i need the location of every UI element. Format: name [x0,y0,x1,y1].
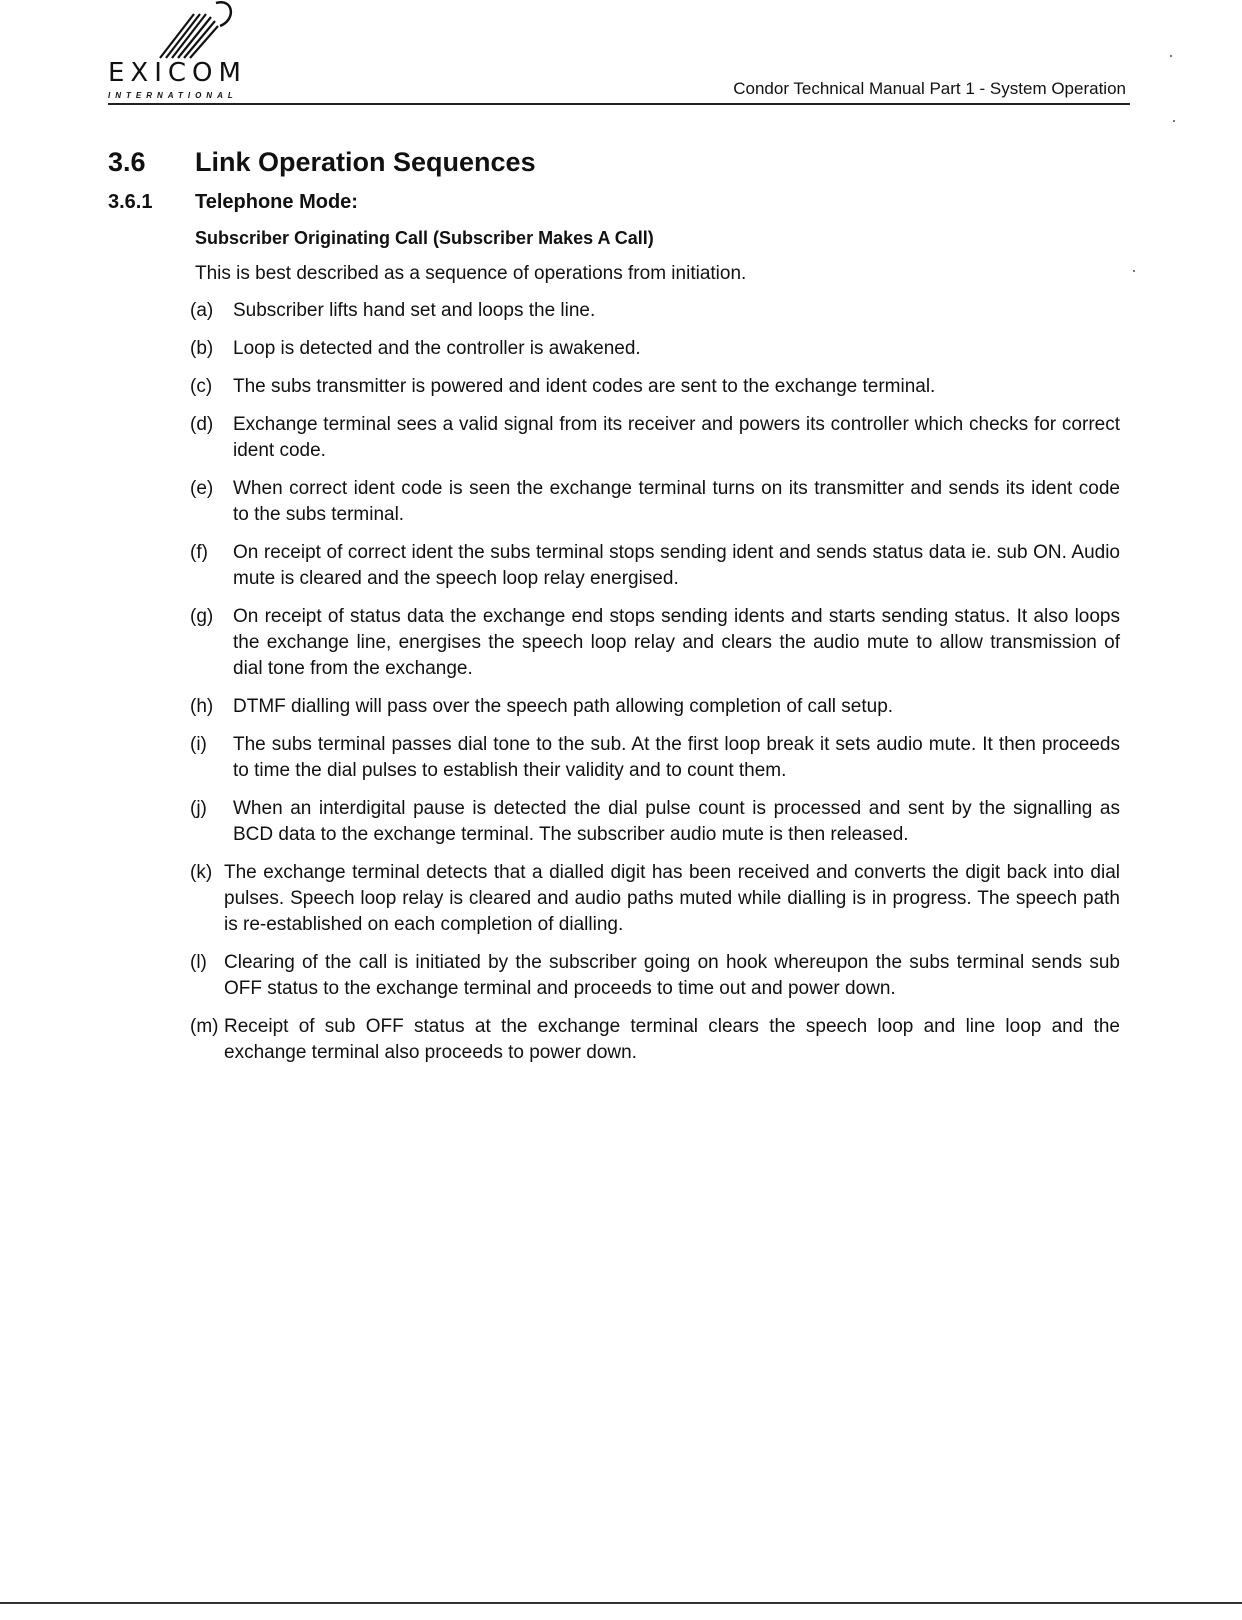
section-number: 3.6 [108,147,146,177]
section-title: Link Operation Sequences [195,147,536,177]
subsection-number: 3.6.1 [108,191,153,213]
subsection-title: Telephone Mode: [195,191,358,213]
exicom-swoosh-icon [154,0,244,62]
footer-divider [0,1602,1242,1604]
step-label: (h) [190,696,214,717]
step-text: On receipt of correct ident the subs terminal stops sending ident and sends status data ie. sub ON. Audio mute is cleared and the speech loop relay energised. [233,542,1120,589]
step-text: When correct ident code is seen the exchange terminal turns on its transmitter and sends its ident code to the subs terminal. [233,478,1120,525]
list-item [190,860,1120,938]
step-text: Subscriber lifts hand set and loops the line. [233,300,596,321]
step-label: (j) [190,798,207,819]
step-text: Receipt of sub OFF status at the exchange terminal clears the speech loop and line loop and the exchange terminal also proceeds to power down. [224,1016,1120,1063]
step-text: DTMF dialling will pass over the speech path allowing completion of call setup. [233,696,894,717]
step-text: Clearing of the call is initiated by the subscriber going on hook whereupon the subs terminal sends sub OFF status to the exchange terminal and proceeds to time out and power down. [224,952,1120,999]
list-item [190,540,1120,592]
list-item [190,796,1120,848]
intro-paragraph: This is best described as a sequence of operations from initiation. [195,263,747,284]
scan-speck [1133,270,1135,272]
step-text: The exchange terminal detects that a dialled digit has been received and converts the digit back into dial pulses. Speech loop relay is cleared and audio paths muted while dialling is in progress. The speech path is re-established on each completion of dialling. [224,862,1120,935]
scan-speck [1170,55,1172,57]
topic-heading: Subscriber Originating Call (Subscriber Makes A Call) [195,228,654,248]
list-item [190,374,1120,400]
operation-steps-list [190,298,1120,1078]
step-text: The subs terminal passes dial tone to the sub. At the first loop break it sets audio mute. It then proceeds to time the dial pulses to establish their validity and to count them. [233,734,1120,781]
step-label: (d) [190,414,214,435]
list-item [190,694,1120,720]
list-item [190,950,1120,1002]
list-item [190,604,1120,682]
list-item [190,1014,1120,1066]
list-item [190,412,1120,464]
step-label: (b) [190,338,214,359]
list-item [190,732,1120,784]
step-label: (f) [190,542,208,563]
document-title: Condor Technical Manual Part 1 - System Operation [733,79,1126,98]
list-item [190,336,1120,362]
step-label: (c) [190,376,213,397]
scan-speck [1173,120,1175,122]
step-text: The subs transmitter is powered and ident codes are sent to the exchange terminal. [233,376,936,397]
step-label: (k) [190,862,213,883]
logo-subtitle: INTERNATIONAL [108,91,238,100]
header-divider [108,103,1130,105]
list-item [190,476,1120,528]
step-label: (l) [190,952,207,973]
exicom-logo [108,0,288,105]
step-label: (e) [190,478,214,499]
logo-name: EXICOM [108,58,247,88]
step-label: (g) [190,606,214,627]
step-text: When an interdigital pause is detected the dial pulse count is processed and sent by the signalling as BCD data to the exchange terminal. The subscriber audio mute is then released. [233,798,1120,845]
step-text: Exchange terminal sees a valid signal from its receiver and powers its controller which checks for correct ident code. [233,414,1120,461]
step-text: On receipt of status data the exchange end stops sending idents and starts sending status. It also loops the exchange line, energises the speech loop relay and clears the audio mute to allow transmission of dial tone from the exchange. [233,606,1120,679]
step-label: (i) [190,734,207,755]
step-label: (a) [190,300,214,321]
step-label: (m) [190,1016,219,1037]
list-item [190,298,1120,324]
step-text: Loop is detected and the controller is awakened. [233,338,641,359]
